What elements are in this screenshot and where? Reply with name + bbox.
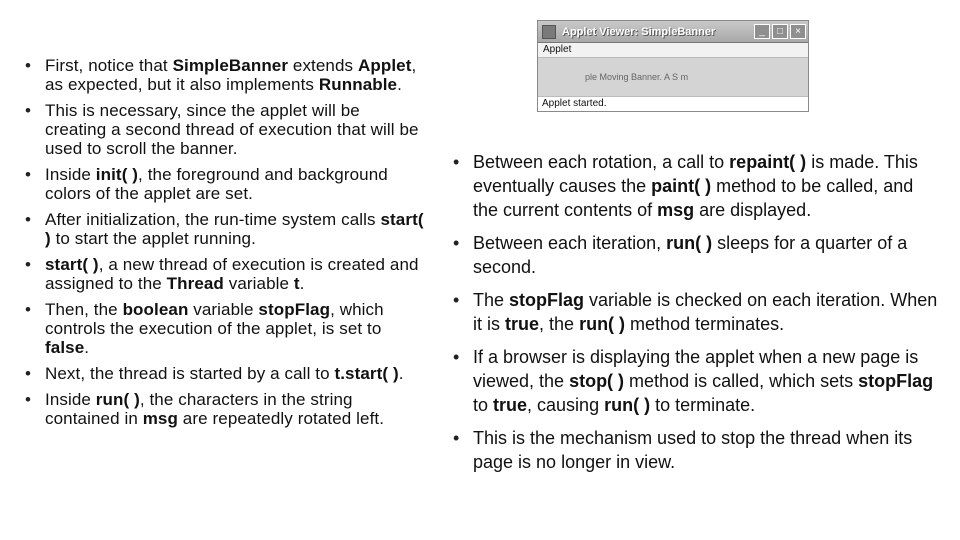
bullet-text: sleeps for a quarter of a second. <box>473 233 908 277</box>
bullet-text: , causing <box>527 395 605 415</box>
bullet-text: , a new thread of execution is created and assigned to the <box>45 255 419 293</box>
bullet-text: This is necessary, since the applet will be creating a second thread of execution that will be used to scroll the banner. <box>45 101 419 158</box>
bold-term: Thread <box>166 274 224 293</box>
applet-menu[interactable]: Applet <box>538 43 808 57</box>
bullet-text: First, notice that <box>45 56 173 75</box>
bullet-item <box>45 364 425 383</box>
bullet-text: are repeatedly rotated left. <box>177 409 385 428</box>
status-bar: Applet started. <box>538 97 808 111</box>
bullet-text: , the foreground and background colors of the applet are set. <box>45 165 388 203</box>
bold-term: true <box>493 395 528 415</box>
bullet-text: variable <box>188 300 259 319</box>
bold-term: false <box>45 338 85 357</box>
bullet-text: Inside <box>45 165 96 184</box>
bullet-item <box>473 426 943 474</box>
bullet-item <box>45 165 425 203</box>
bullet-text: method terminates. <box>625 314 785 334</box>
bold-term: msg <box>142 409 178 428</box>
bullet-text: Between each rotation, a call to <box>473 152 730 172</box>
bullet-item <box>45 210 425 248</box>
bold-term: run( ) <box>666 233 713 253</box>
bullet-text: are displayed. <box>694 200 812 220</box>
bullet-item <box>473 345 943 417</box>
bullet-item <box>45 255 425 293</box>
bullet-text: to <box>473 395 494 415</box>
bullet-text: Between each iteration, <box>473 233 667 253</box>
bold-term: init( ) <box>95 165 139 184</box>
bullet-text: . <box>398 364 404 383</box>
bullet-text: . <box>84 338 90 357</box>
bullet-text: . <box>299 274 305 293</box>
bullet-text: method to be called, and the current contents of <box>473 176 914 220</box>
bold-term: SimpleBanner <box>172 56 289 75</box>
bullet-item <box>45 390 425 428</box>
bold-term: paint( ) <box>651 176 712 196</box>
bullet-text: , which controls the execution of the applet, is set to <box>45 300 384 338</box>
bold-term: start( ) <box>45 210 424 248</box>
bold-term: stopFlag <box>858 371 934 391</box>
banner-canvas: ple Moving Banner. A S m <box>538 57 808 97</box>
bold-term: start( ) <box>45 255 99 274</box>
bold-term: t.start( ) <box>334 364 399 383</box>
applet-viewer-window <box>537 20 809 112</box>
bold-term: boolean <box>122 300 189 319</box>
bullet-text: method is called, which sets <box>624 371 859 391</box>
bold-term: true <box>505 314 540 334</box>
bullet-text: Next, the thread is started by a call to <box>45 364 335 383</box>
bullet-text: , as expected, but it also implements <box>45 56 417 94</box>
bullet-text: This is the mechanism used to stop the thread when its page is no longer in view. <box>473 428 913 472</box>
bold-term: stop( ) <box>569 371 625 391</box>
bullet-item <box>473 150 943 222</box>
bullet-text: After initialization, the run-time system calls <box>45 210 381 229</box>
bullet-text: variable <box>223 274 294 293</box>
window-title: Applet Viewer: SimpleBanner <box>562 25 716 38</box>
right-bullet-list <box>473 150 943 483</box>
bullet-text: to start the applet running. <box>50 229 256 248</box>
bullet-item <box>473 288 943 336</box>
bullet-text: Inside <box>45 390 96 409</box>
bold-term: msg <box>657 200 695 220</box>
bold-term: run( ) <box>604 395 651 415</box>
java-app-icon <box>542 25 556 39</box>
maximize-button[interactable]: □ <box>772 24 788 39</box>
bullet-text: is made. This eventually causes the <box>473 152 918 196</box>
left-bullet-list <box>25 56 425 435</box>
bold-term: Applet <box>357 56 412 75</box>
bullet-item <box>45 101 425 158</box>
bold-term: Runnable <box>318 75 398 94</box>
bullet-text: The <box>473 290 510 310</box>
bold-term: run( ) <box>579 314 626 334</box>
bullet-item <box>45 56 425 94</box>
bullet-item <box>45 300 425 357</box>
bold-term: repaint( ) <box>729 152 807 172</box>
bullet-text: variable is checked on each iteration. When it is <box>473 290 938 334</box>
bullet-text: , the characters in the string contained in <box>45 390 353 428</box>
bold-term: t <box>293 274 300 293</box>
bullet-text: , the <box>539 314 580 334</box>
bullet-text: Then, the <box>45 300 123 319</box>
bullet-text: to terminate. <box>650 395 756 415</box>
bullet-text: If a browser is displaying the applet when a new page is viewed, the <box>473 347 919 391</box>
bullet-item <box>473 231 943 279</box>
bullet-text: extends <box>288 56 358 75</box>
bold-term: stopFlag <box>258 300 331 319</box>
bullet-text: . <box>397 75 402 94</box>
minimize-button[interactable]: _ <box>754 24 770 39</box>
bold-term: stopFlag <box>509 290 585 310</box>
window-titlebar[interactable] <box>538 21 808 43</box>
bold-term: run( ) <box>95 390 140 409</box>
close-button[interactable]: × <box>790 24 806 39</box>
